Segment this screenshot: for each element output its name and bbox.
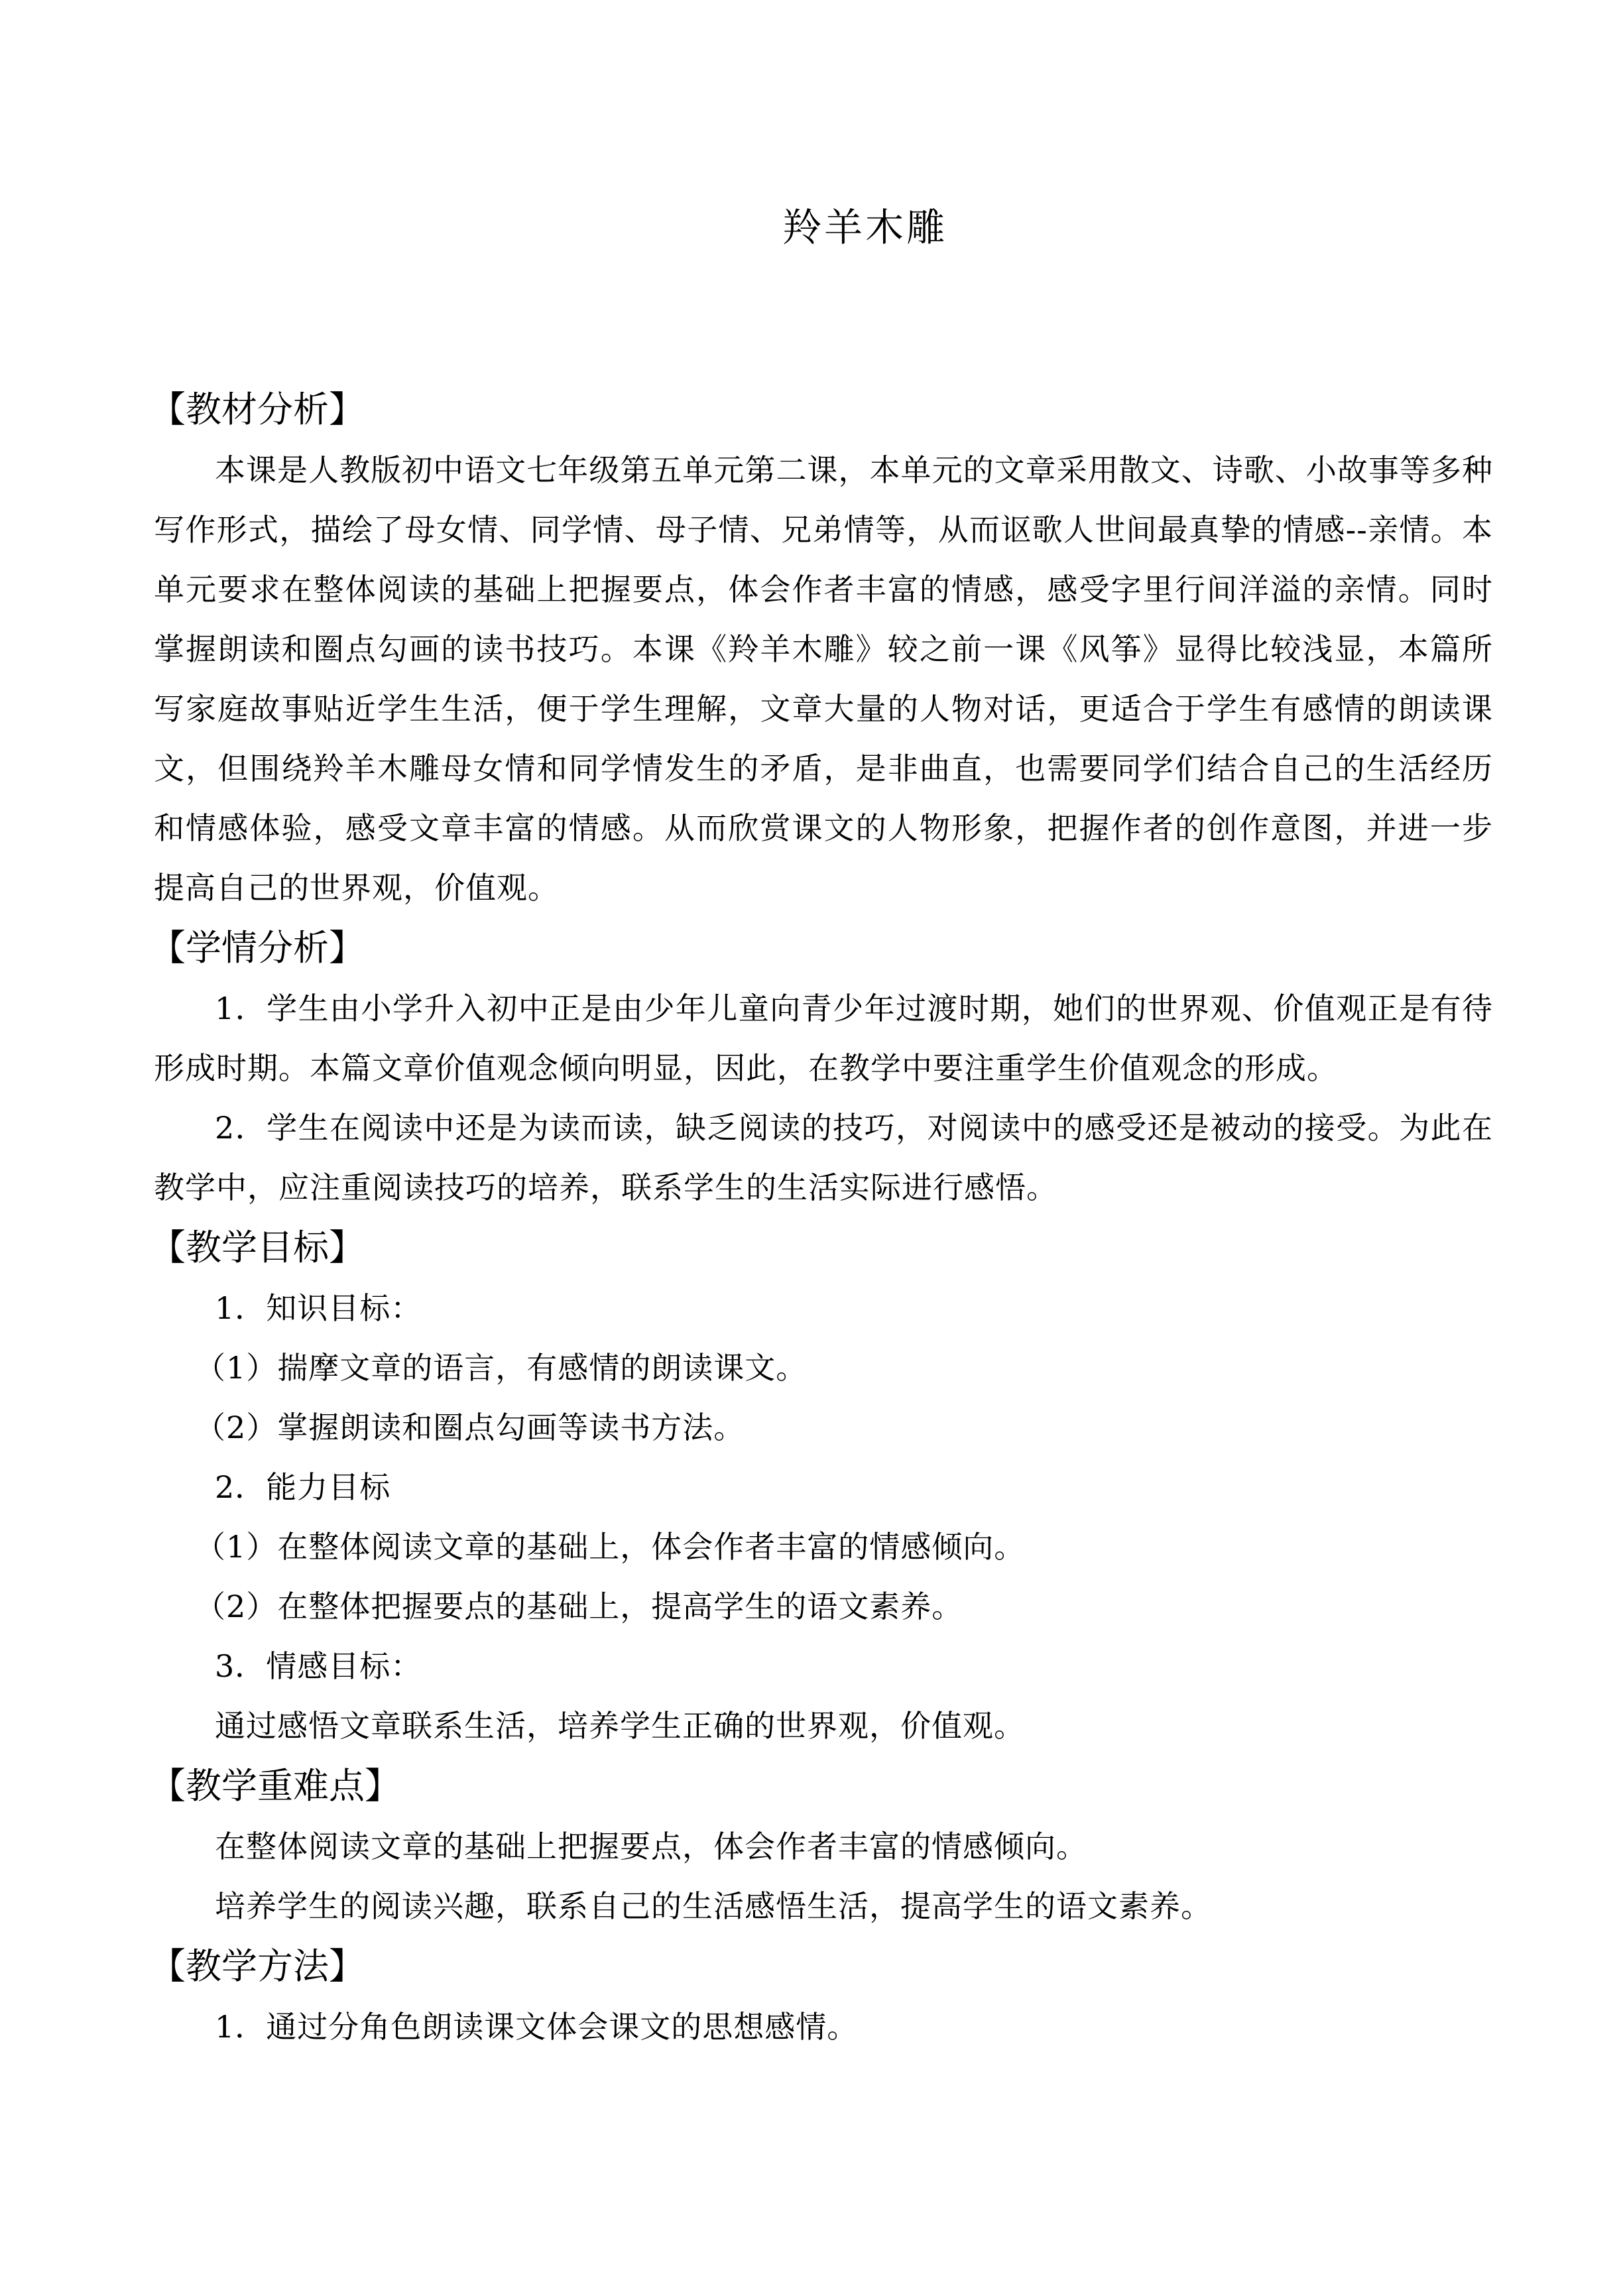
goals-knowledge-item-2: （2）掌握朗读和圈点勾画等读书方法。 [195, 1410, 745, 1445]
document-body [150, 379, 1493, 2057]
goals-ability-item-2: （2）在整体把握要点的基础上，提高学生的语文素养。 [195, 1589, 963, 1624]
section-heading-students: 【学情分析】 [150, 927, 365, 969]
goals-ability-item-1: （1）在整体阅读文章的基础上，体会作者丰富的情感倾向。 [195, 1529, 1026, 1565]
goals-knowledge-label: 1．知识目标： [215, 1290, 422, 1326]
students-item-2: 2．学生在阅读中还是为读而读，缺乏阅读的技巧，对阅读中的感受还是被动的接受。为此在教学中，应注重阅读技巧的培养，联系学生的生活实际进行感悟。 [154, 1110, 1493, 1205]
section-heading-materials: 【教材分析】 [150, 389, 365, 430]
section-heading-keypoints: 【教学重难点】 [150, 1765, 400, 1807]
section-heading-goals: 【教学目标】 [150, 1227, 365, 1268]
students-item-1: 1．学生由小学升入初中正是由少年儿童向青少年过渡时期，她们的世界观、价值观正是有待形成时期。本篇文章价值观念倾向明显，因此，在教学中要注重学生价值观念的形成。 [154, 991, 1493, 1086]
materials-paragraph: 本课是人教版初中语文七年级第五单元第二课，本单元的文章采用散文、诗歌、小故事等多种写作形式，描绘了母女情、同学情、母子情、兄弟情等，从而讴歌人世间最真挚的情感--亲情。本单元要求在整体阅读的基础上把握要点，体会作者丰富的情感，感受字里行间洋溢的亲情。同时掌握朗读和圈点勾画的读书技巧。本课《羚羊木雕》较之前一课《风筝》显得比较浅显，本篇所写家庭故事贴近学生生活，便于学生理解，文章大量的人物对话，更适合于学生有感情的朗读课文，但围绕羚羊木雕母女情和同学情发生的矛盾，是非曲直，也需要同学们结合自己的生活经历和情感体验，感受文章丰富的情感。从而欣赏课文的人物形象，把握作者的创作意图，并进一步提高自己的世界观，价值观。 [154, 452, 1493, 906]
methods-item-1: 1．通过分角色朗读课文体会课文的思想感情。 [215, 2009, 859, 2045]
keypoints-line-1: 在整体阅读文章的基础上把握要点，体会作者丰富的情感倾向。 [215, 1829, 1087, 1864]
document-title: 羚羊木雕 [782, 205, 947, 250]
goals-emotion-label: 3．情感目标： [215, 1648, 422, 1684]
goals-knowledge-item-1: （1）揣摩文章的语言，有感情的朗读课文。 [195, 1350, 808, 1386]
goals-emotion-text: 通过感悟文章联系生活，培养学生正确的世界观，价值观。 [215, 1708, 1025, 1744]
goals-ability-label: 2．能力目标 [215, 1469, 391, 1505]
section-heading-methods: 【教学方法】 [150, 1945, 365, 1987]
keypoints-line-2: 培养学生的阅读兴趣，联系自己的生活感悟生活，提高学生的语文素养。 [215, 1888, 1212, 1924]
